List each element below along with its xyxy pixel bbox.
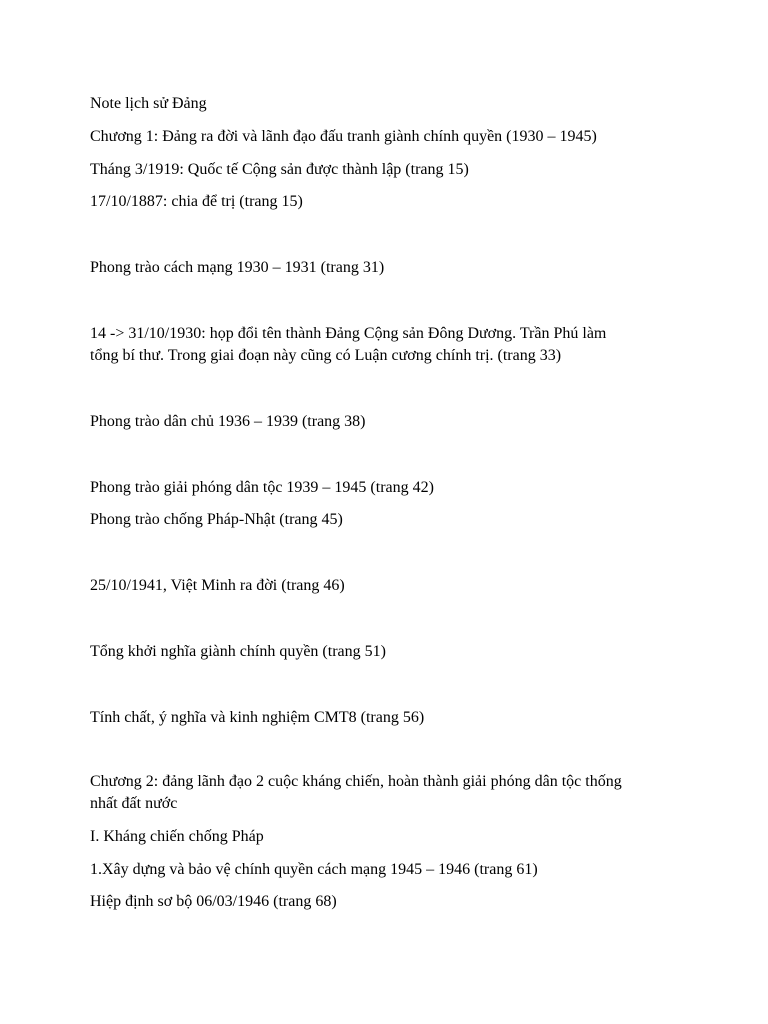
note-line: Hiệp định sơ bộ 06/03/1946 (trang 68) xyxy=(90,893,337,910)
note-line: Phong trào chống Pháp-Nhật (trang 45) xyxy=(90,511,343,528)
note-line: tổng bí thư. Trong giai đoạn này cũng có Luận cương chính trị. (trang 33) xyxy=(90,347,562,364)
note-line: Tính chất, ý nghĩa và kinh nghiệm CMT8 (trang 56) xyxy=(90,709,425,726)
note-line: Tổng khởi nghĩa giành chính quyền (trang 51) xyxy=(90,643,386,660)
chapter-2-heading: Chương 2: đảng lãnh đạo 2 cuộc kháng chiến, hoàn thành giải phóng dân tộc thống xyxy=(90,773,622,790)
note-line: 14 -> 31/10/1930: họp đổi tên thành Đảng Cộng sản Đông Dương. Trần Phú làm xyxy=(90,325,607,342)
chapter-1-heading: Chương 1: Đảng ra đời và lãnh đạo đấu tranh giành chính quyền (1930 – 1945) xyxy=(90,128,597,145)
note-line: 25/10/1941, Việt Minh ra đời (trang 46) xyxy=(90,577,345,594)
note-line: Phong trào dân chủ 1936 – 1939 (trang 38) xyxy=(90,413,366,430)
chapter-2-heading-cont: nhất đất nước xyxy=(90,795,178,812)
note-line: Tháng 3/1919: Quốc tế Cộng sản được thành lập (trang 15) xyxy=(90,161,469,178)
note-line: Phong trào giải phóng dân tộc 1939 – 1945 (trang 42) xyxy=(90,479,434,496)
note-line: 1.Xây dựng và bảo vệ chính quyền cách mạng 1945 – 1946 (trang 61) xyxy=(90,861,538,878)
document-title: Note lịch sử Đảng xyxy=(90,95,207,112)
note-line: 17/10/1887: chia để trị (trang 15) xyxy=(90,193,303,210)
section-heading: I. Kháng chiến chống Pháp xyxy=(90,828,264,845)
note-line: Phong trào cách mạng 1930 – 1931 (trang 31) xyxy=(90,259,385,276)
